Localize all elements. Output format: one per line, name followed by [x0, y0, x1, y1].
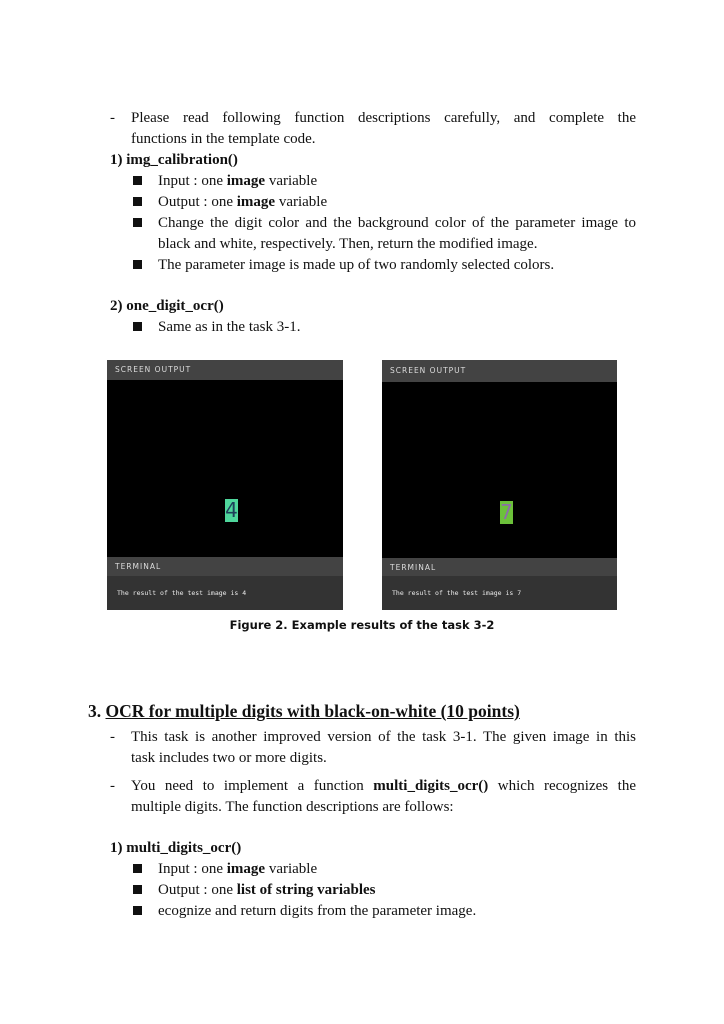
bold-text: multi_digits_ocr()	[373, 778, 489, 794]
bold-text: list of string variables	[236, 882, 376, 898]
func-heading-img-calibration	[110, 150, 238, 170]
text: Output : one	[158, 194, 237, 210]
func-number: 1)	[110, 840, 123, 856]
figure-caption: Figure 2. Example results of the task 3-2	[229, 618, 495, 632]
bullet-icon	[133, 864, 142, 873]
text: You need to implement a function	[131, 778, 374, 794]
text: Output : one	[158, 882, 237, 898]
text: Input : one	[158, 861, 227, 877]
terminal-header: TERMINAL	[107, 557, 343, 577]
func-name: one_digit_ocr()	[126, 298, 224, 314]
bullet-icon	[133, 885, 142, 894]
text: which recognizes the	[488, 778, 636, 794]
func-name: multi_digits_ocr()	[126, 840, 242, 856]
digit-image: 4	[225, 498, 238, 522]
func-number: 2)	[110, 298, 123, 314]
text: Input : one	[158, 173, 227, 189]
terminal-header: TERMINAL	[382, 558, 617, 578]
bold-text: image	[226, 173, 266, 189]
bullet-icon	[133, 322, 142, 331]
text: variable	[265, 173, 318, 189]
screen-output-header: SCREEN OUTPUT	[107, 360, 343, 380]
example-panel-2	[382, 360, 617, 610]
bullet-two-colors: The parameter image is made up of two randomly selected colors.	[158, 257, 555, 273]
dash-marker: -	[110, 110, 115, 126]
bullet-icon	[133, 176, 142, 185]
terminal-output: The result of the test image is 4	[107, 576, 343, 610]
bullet-input	[158, 171, 317, 191]
terminal-output: The result of the test image is 7	[382, 576, 617, 610]
implement-line-2: multiple digits. The function descriptions are follows:	[131, 799, 454, 815]
section-title: OCR for multiple digits with black-on-white (10 points)	[105, 701, 520, 721]
section-heading	[88, 701, 520, 722]
example-panel-1	[107, 360, 343, 610]
section-number: 3.	[88, 701, 102, 721]
bullet-change-color-line-2: black and white, respectively. Then, return the modified image.	[158, 236, 538, 252]
bold-text: image	[236, 194, 276, 210]
bold-text: image	[226, 861, 266, 877]
bullet-output	[158, 192, 327, 212]
bullet-change-color-line-1: Change the digit color and the background color of the parameter image to	[158, 215, 636, 231]
intro-line-2: functions in the template code.	[131, 131, 316, 147]
task-desc-line-2: task includes two or more digits.	[131, 750, 327, 766]
bullet-icon	[133, 197, 142, 206]
func-name: img_calibration()	[126, 152, 238, 168]
implement-line-1	[131, 776, 636, 796]
intro-line-1: Please read following function descriptions carefully, and complete the	[131, 110, 636, 126]
bullet-icon	[133, 260, 142, 269]
text: variable	[275, 194, 328, 210]
bullet-same: Same as in the task 3-1.	[158, 319, 301, 335]
func-heading-one-digit-ocr	[110, 296, 224, 316]
text: variable	[265, 861, 318, 877]
func-heading-multi-digits-ocr	[110, 838, 241, 858]
bullet-icon	[133, 906, 142, 915]
dash-marker: -	[110, 778, 115, 794]
digit-image: 7	[500, 500, 513, 524]
dash-marker: -	[110, 729, 115, 745]
screen-output-header: SCREEN OUTPUT	[382, 360, 617, 382]
bullet-icon	[133, 218, 142, 227]
bullet-recognize: ecognize and return digits from the parameter image.	[158, 903, 477, 919]
bullet-output	[158, 880, 376, 900]
task-desc-line-1: This task is another improved version of the task 3-1. The given image in this	[131, 729, 636, 745]
func-number: 1)	[110, 152, 123, 168]
bullet-input	[158, 859, 317, 879]
